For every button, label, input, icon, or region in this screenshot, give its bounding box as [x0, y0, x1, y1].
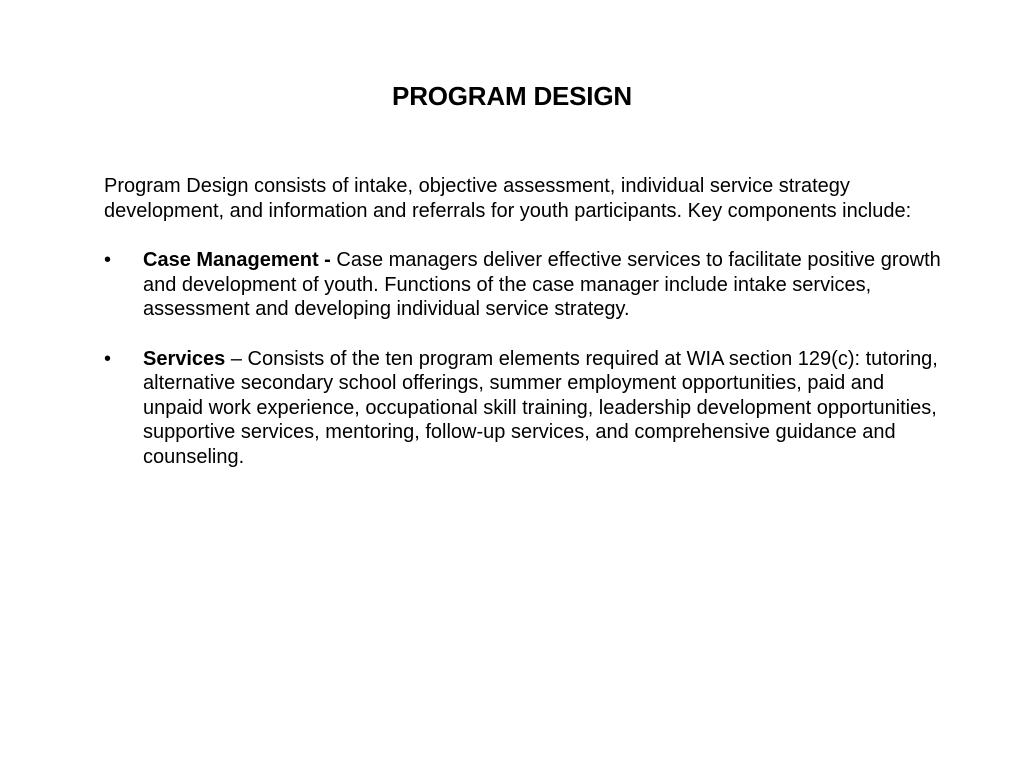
bullet-term: Services [143, 347, 226, 370]
bullet-text: Case managers deliver effective services to facilitate positive growth and development of youth. Functions of the case manager include intake services, assessment and developing individual service strategy. [143, 249, 941, 320]
bullet-case-management [104, 248, 944, 322]
slide-title: PROGRAM DESIGN [392, 81, 632, 111]
bullet-services [104, 347, 944, 470]
bullet-text: – Consists of the ten program elements required at WIA section 129(c): tutoring, alternative secondary school offerings, summer employment opportunities, paid and unpaid work experience, occupational skill training, leadership development opportunities, supportive services, mentoring, follow-up services, and comprehensive guidance and counseling. [143, 347, 938, 468]
bullet-term: Case Management - [143, 249, 337, 271]
slide-body [104, 174, 944, 494]
bullet-point-icon: • [104, 347, 112, 370]
bullet-point-icon: • [104, 249, 112, 271]
intro-paragraph: Program Design consists of intake, objective assessment, individual service strategy development, and information and referrals for youth participants. Key components include: [104, 175, 912, 222]
